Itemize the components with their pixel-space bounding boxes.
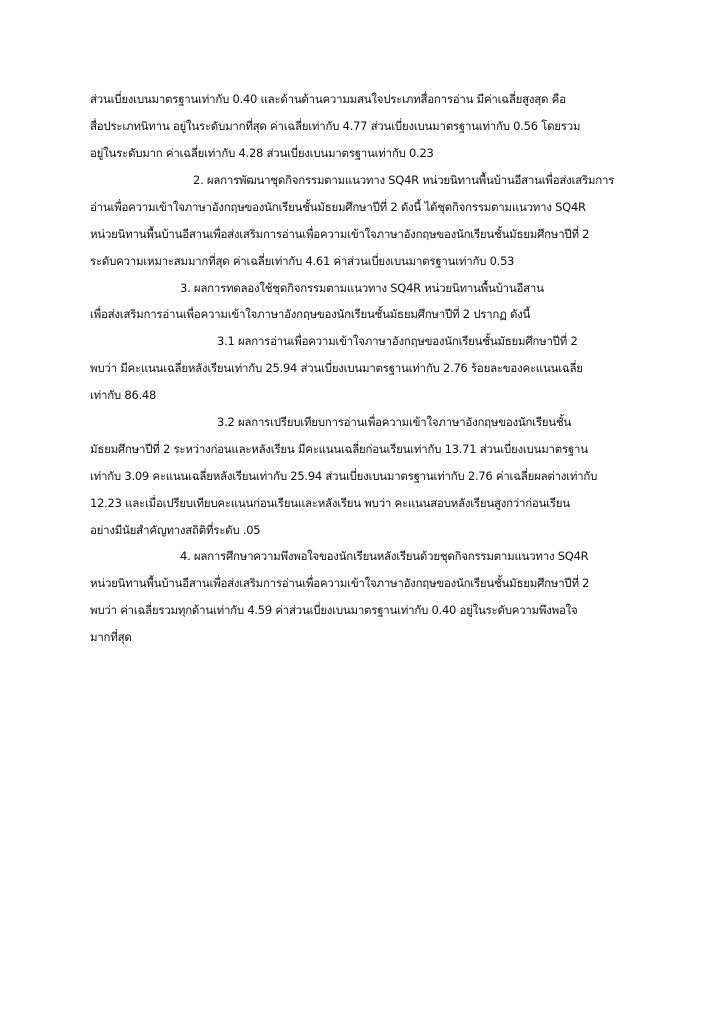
text-line: สื่อประเภทนิทาน อยู่ในระดับมากที่สุด ค่าเฉลี่ยเท่ากับ 4.77 ส่วนเบี่ยงเบนมาตรฐานเท่ากับ 0.56 โดยรวม (90, 119, 581, 133)
section-4-heading: 4. ผลการศึกษาความพึงพอใจของนักเรียนหลังเรียนด้วยชุดกิจกรรมตามแนวทาง SQ4R (180, 549, 589, 563)
text-line: พบว่า ค่าเฉลี่ยรวมทุกด้านเท่ากับ 4.59 ค่าส่วนเบี่ยงเบนมาตรฐานเท่ากับ 0.40 อยู่ในระดับความพึงพอใจ (90, 603, 578, 617)
text-line: เท่ากับ 86.48 (90, 388, 157, 402)
text-line: เพื่อส่งเสริมการอ่านเพื่อความเข้าใจภาษาอังกฤษของนักเรียนชั้นมัธยมศึกษาปีที่ 2 ปรากฏ ดังนี้ (90, 307, 531, 321)
text-line: เท่ากับ 3.09 คะแนนเฉลี่ยหลังเรียนเท่ากับ 25.94 ส่วนเบี่ยงเบนมาตรฐานเท่ากับ 2.76 ค่าเฉลี่ยผลต่างเท่ากับ (90, 469, 598, 483)
text-line: ระดับความเหมาะสมมากที่สุด ค่าเฉลี่ยเท่ากับ 4.61 ค่าส่วนเบี่ยงเบนมาตรฐานเท่ากับ 0.53 (90, 254, 515, 268)
section-3-heading: 3. ผลการทดลองใช้ชุดกิจกรรมตามแนวทาง SQ4R หน่วยนิทานพื้นบ้านอีสาน (180, 281, 544, 295)
text-line: หน่วยนิทานพื้นบ้านอีสานเพื่อส่งเสริมการอ่านเพื่อความเข้าใจภาษาอังกฤษของนักเรียนชั้นมัธยมศึกษาปีที่ 2 (90, 227, 590, 241)
text-line: อ่านเพื่อความเข้าใจภาษาอังกฤษของนักเรียนชั้นมัธยมศึกษาปีที่ 2 ดังนี้ ได้ชุดกิจกรรมตามแนวทาง SQ4R (90, 200, 586, 214)
text-line: อยู่ในระดับมาก ค่าเฉลี่ยเท่ากับ 4.28 ส่วนเบี่ยงเบนมาตรฐานเท่ากับ 0.23 (90, 146, 434, 160)
text-line: ส่วนเบี่ยงเบนมาตรฐานเท่ากับ 0.40 และด้านด้านความมสนใจประเภทสื่อการอ่าน มีค่าเฉลี่ยสูงสุด คือ (90, 92, 566, 106)
section-3-1-heading: 3.1 ผลการอ่านเพื่อความเข้าใจภาษาอังกฤษของนักเรียนชั้นมัธยมศึกษาปีที่ 2 (217, 334, 578, 348)
text-line: มากที่สุด (90, 630, 132, 644)
text-line: มัธยมศึกษาปีที่ 2 ระหว่างก่อนและหลังเรียน มีคะแนนเฉลี่ยก่อนเรียนเท่ากับ 13.71 ส่วนเบี่ยงเบนมาตรฐาน (90, 442, 588, 456)
section-2-heading: 2. ผลการพัฒนาชุดกิจกรรมตามแนวทาง SQ4R หน่วยนิทานพื้นบ้านอีสานเพื่อส่งเสริมการ (193, 173, 615, 187)
text-line: 12.23 และเมื่อเปรียบเทียบคะแนนก่อนเรียนและหลังเรียน พบว่า คะแนนสอบหลังเรียนสูงกว่าก่อนเรียน (90, 496, 570, 510)
text-line: หน่วยนิทานพื้นบ้านอีสานเพื่อส่งเสริมการอ่านเพื่อความเข้าใจภาษาอังกฤษของนักเรียนชั้นมัธยมศึกษาปีที่ 2 (90, 576, 590, 590)
section-3-2-heading: 3.2 ผลการเปรียบเทียบการอ่านเพื่อความเข้าใจภาษาอังกฤษของนักเรียนชั้น (217, 415, 572, 429)
text-line: อย่างมีนัยสำคัญทางสถิติที่ระดับ .05 (90, 523, 261, 537)
text-line: พบว่า มีคะแนนเฉลี่ยหลังเรียนเท่ากับ 25.94 ส่วนเบี่ยงเบนมาตรฐานเท่ากับ 2.76 ร้อยละของคะแนนเฉลี่ย (90, 361, 583, 375)
